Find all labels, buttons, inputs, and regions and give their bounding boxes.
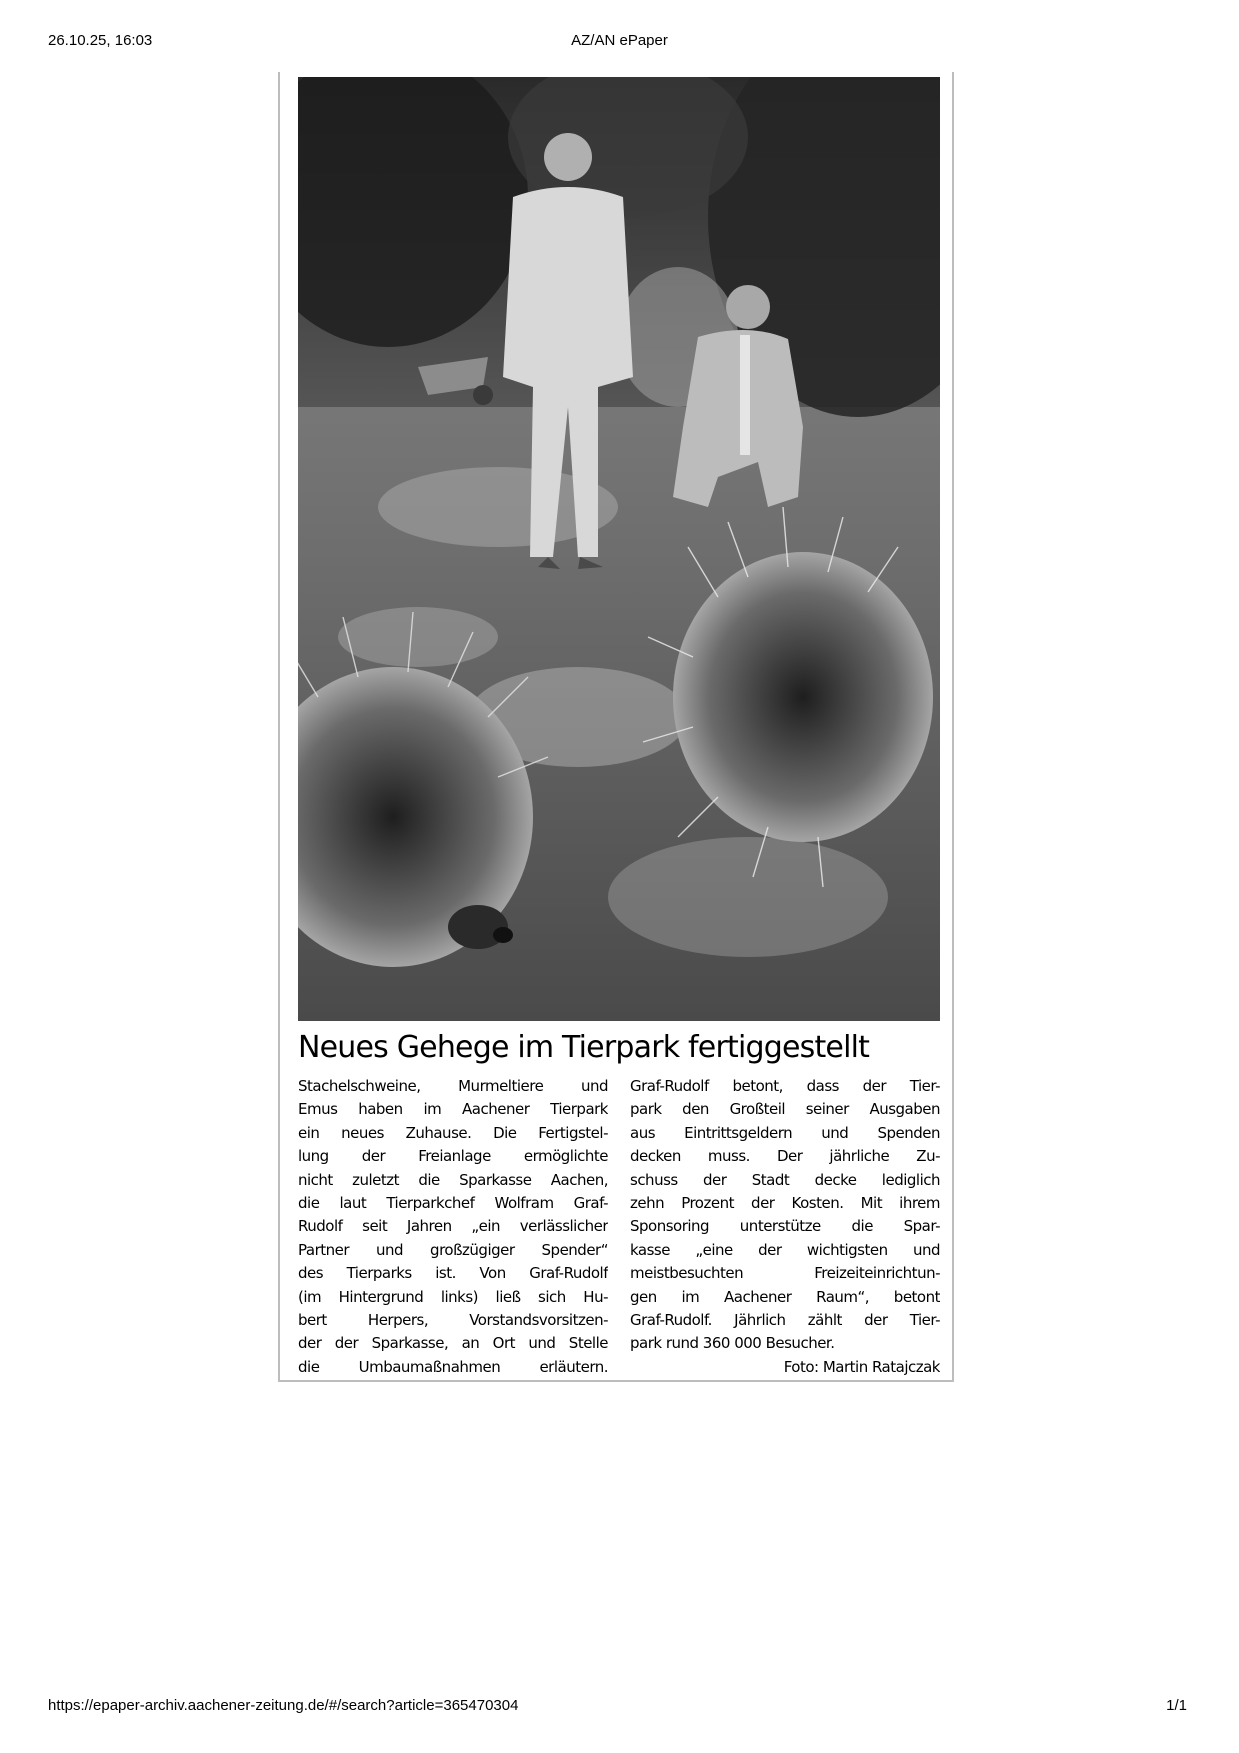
article-line: park den Großteil seiner Ausgaben [630, 1100, 940, 1119]
article-column-1 [298, 1075, 608, 1379]
article-photo [298, 77, 940, 1021]
article-line: Emus haben im Aachener Tierpark [298, 1100, 608, 1119]
article-line: meistbesuchten Freizeiteinrichtun- [630, 1264, 940, 1283]
article-line: die Umbaumaßnahmen erläutern. [298, 1357, 608, 1376]
article-column-2 [630, 1075, 940, 1379]
article-line: die laut Tierparkchef Wolfram Graf- [298, 1194, 608, 1213]
article-line: bert Herpers, Vorstandsvorsitzen- [298, 1311, 608, 1330]
article-line: der der Sparkasse, an Ort und Stelle [298, 1334, 608, 1353]
article-line: decken muss. Der jährliche Zu- [630, 1147, 940, 1166]
article-line: lung der Freianlage ermöglichte [298, 1147, 608, 1166]
article-line: Graf-Rudolf. Jährlich zählt der Tier- [630, 1311, 940, 1330]
article-line: gen im Aachener Raum“, betont [630, 1287, 940, 1306]
article-body [298, 1075, 940, 1379]
photo-credit: Foto: Martin Ratajczak [783, 1357, 940, 1376]
print-footer-url: https://epaper-archiv.aachener-zeitung.de/#/search?article=365470304 [48, 1697, 519, 1714]
newspaper-clipping [278, 72, 954, 1382]
article-line: park rund 360 000 Besucher. [630, 1334, 835, 1353]
print-footer-page: 1/1 [1166, 1697, 1187, 1714]
article-line: Partner und großzügiger Spender“ [298, 1240, 608, 1259]
article-line: kasse „eine der wichtigsten und [630, 1240, 940, 1259]
article-line: Sponsoring unterstütze die Spar- [630, 1217, 940, 1236]
print-header-date: 26.10.25, 16:03 [48, 32, 153, 49]
article-line: nicht zuletzt die Sparkasse Aachen, [298, 1170, 608, 1189]
article-line: Rudolf seit Jahren „ein verlässlicher [298, 1217, 608, 1236]
article-line: (im Hintergrund links) ließ sich Hu- [298, 1287, 608, 1306]
article-line: Stachelschweine, Murmeltiere und [298, 1077, 608, 1095]
article-line: zehn Prozent der Kosten. Mit ihrem [630, 1194, 940, 1213]
article-line: schuss der Stadt decke lediglich [630, 1170, 940, 1189]
article-headline: Neues Gehege im Tierpark fertiggestellt [298, 1030, 870, 1065]
porcupine-photo-icon [298, 77, 940, 1021]
article-line: ein neues Zuhause. Die Fertigstel- [298, 1123, 608, 1142]
article-line: aus Eintrittsgeldern und Spenden [630, 1123, 940, 1142]
article-line: des Tierparks ist. Von Graf-Rudolf [298, 1264, 608, 1283]
article-line: Graf-Rudolf betont, dass der Tier- [630, 1077, 940, 1095]
print-header-title: AZ/AN ePaper [571, 32, 668, 49]
